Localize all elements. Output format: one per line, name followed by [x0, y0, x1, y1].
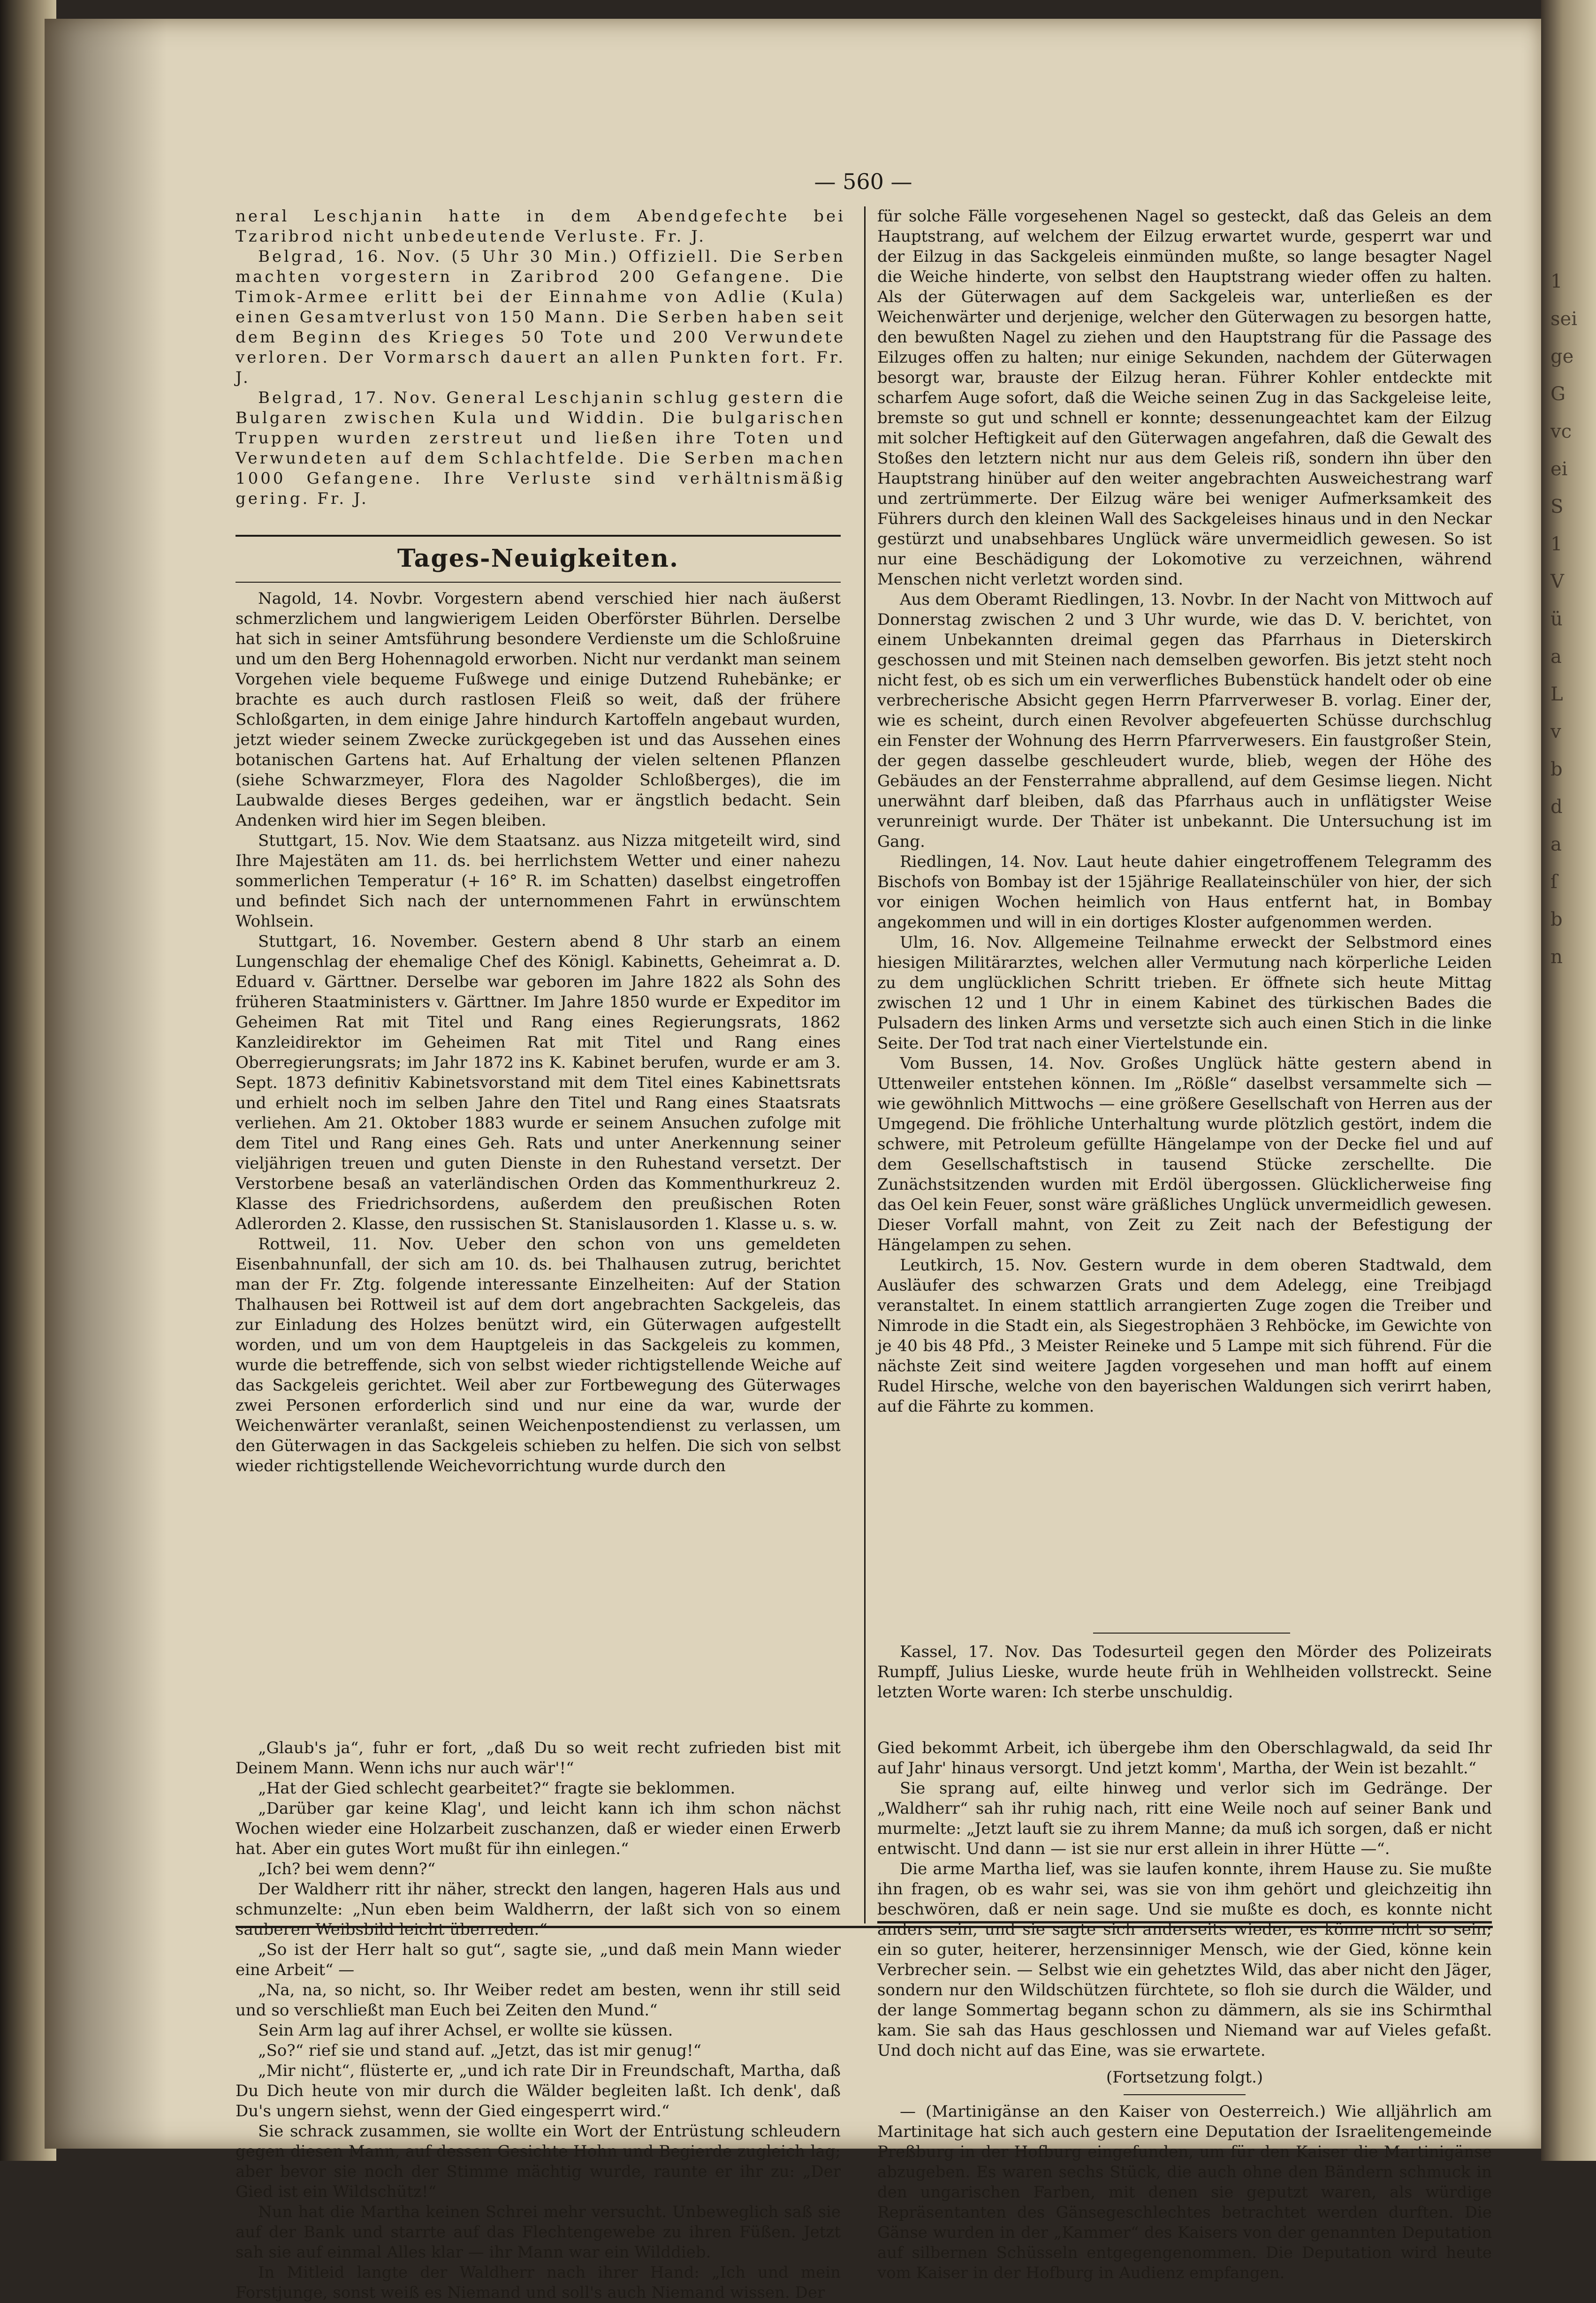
news-item-nagold: Nagold, 14. Novbr. Vorgestern abend verschied hier nach äußerst schmerzlichem und langwierigem Leiden Oberförster Bührlen. Derselbe hat sich in seiner Amtsführung besondere Verdienste um die Schloßruine und um den Berg Hohennagold erworben. Nicht nur verdankt man seinem Vorgehen viele bequeme Fußwege und einige Dutzend Ruhebänke; er brachte es auch durch rastlosen Fleiß so weit, daß der frühere Schloßgarten, in dem einige Jahre hindurch Kartoffeln angebaut wurden, jetzt wieder seinem Zwecke zurückgegeben ist und das Aussehen eines botanischen Gartens hat. Auf Erhaltung der vielen seltenen Pflanzen (siehe Schwarzmeyer, Flora des Nagolder Schloßberges), die im Laubwalde dieses Berges gedeihen, war er ängstlich bedacht. Sein Andenken wird hier im Segen bleiben. [236, 589, 841, 830]
fragment: n [1550, 946, 1563, 968]
fragment: vc [1550, 421, 1572, 442]
news-item-leutkirch: Leutkirch, 15. Nov. Gestern wurde in dem oberen Stadtwald, dem Ausläufer des schwarzen Grats und dem Adelegg, eine Treibjagd veranstaltet. In einem stattlich arrangierten Zuge zogen die Treiber und Nimrode in die Stadt ein, als Siegestrophäen 3 Rehböcke, im Gewichte von je 40 bis 48 Pfd., 3 Meister Reineke und 5 Lampe mit sich führend. Für die nächste Zeit sind weitere Jagden vorgesehen und man hofft auf einem Rudel Hirsche, welche von den bayerischen Waldungen sich verirrt haben, auf die Fährte zu kommen. [877, 1256, 1492, 1416]
story-left-body [236, 1738, 841, 2303]
fragment: L [1550, 684, 1563, 705]
fragment: ü [1550, 608, 1563, 630]
news-left-column [236, 589, 841, 1940]
story-right-column [877, 1738, 1492, 2282]
fragment: S [1550, 496, 1564, 517]
news-item-rottweil: Rottweil, 11. Nov. Ueber den schon von uns gemeldeten Eisenbahnunfall, der sich am 10. ds. bei Thalhausen zutrug, berichtet man der Fr. Ztg. folgende interessante Einzelheiten: Auf der Station Thalhausen bei Rottweil ist auf dem dort angebrachten Sackgeleis, das zur Einladung des Holzes benützt wird, ein Güterwagen aufgestellt worden, und um von dem Hauptgeleis in das Sackgeleis zu kommen, wurde die betreffende, sich von selbst wieder richtigstellende Weiche auf das Sackgeleis gerichtet. Weil aber zur Fortbewegung des Güterwages zwei Personen erforderlich sind und nur eine da war, wurde der Weichenwärter veranlaßt, seinen Weichenpostendienst zu verlassen, um den Güterwagen in das Sackgeleis schieben zu helfen. Die sich von selbst wieder richtigstellende Weichevorrichtung wurde durch den [236, 1235, 841, 1475]
news-item-stuttgart-15: Stuttgart, 15. Nov. Wie dem Staatsanz. aus Nizza mitgeteilt wird, sind Ihre Majestäten am 11. ds. bei herrlichstem Wetter und einer nahezu sommerlichen Temperatur (+ 16° R. im Schatten) daselbst eingetroffen und befindet Sich nach der unternommenen Fahrt in erwünschtem Wohlsein. [236, 831, 841, 931]
news-item-riedlingen: Riedlingen, 14. Nov. Laut heute dahier eingetroffenem Telegramm des Bischofs von Bombay ist der 15jährige Reallateinschüler von hier, der sich vor einigen Wochen heimlich von Haus entfernt hat, in Bombay angekommen und will in ein dortiges Kloster aufgenommen werden. [877, 852, 1492, 932]
news-item-riedlingen-oberamt: Aus dem Oberamt Riedlingen, 13. Novbr. In der Nacht von Mittwoch auf Donnerstag zwischen 2 und 3 Uhr wurde, wie das D. V. berichtet, von einem Unbekannten dreimal gegen das Pfarrhaus in Dieterskirch geschossen und mit Steinen nach demselben geworfen. Bis jetzt steht noch nicht fest, ob es sich um ein verwerfliches Bubenstück handelt oder ob eine verbrecherische Absicht gegen Herrn Pfarrverweser B. vorlag. Einer der, wie es scheint, durch einen Revolver abgefeuerten Schüsse durchschlug ein Fenster der Wohnung des Herrn Pfarrverwesers. Ein faustgroßer Stein, der gegen dasselbe geschleudert wurde, blieb, wegen der Höhe des Gebäudes an der Fensterrahme abprallend, auf dem Gesimse liegen. Nicht unerwähnt darf bleiben, daß das Pfarrhaus auch in unflätigster Weise verunreinigt wurde. Der Thäter ist unbekannt. Die Untersuchung ist im Gang. [877, 590, 1492, 851]
story-paragraph: Der Waldherr ritt ihr näher, streckt den langen, hageren Hals aus und schmunzelte: „Nun eben beim Waldherrn, der laßt sich von so einem sauberen Weibsbild leicht überreden.“ [236, 1880, 841, 1939]
rule-after-war-news [236, 535, 841, 537]
news-right-column [877, 206, 1492, 1736]
news-item-ulm: Ulm, 16. Nov. Allgemeine Teilnahme erweckt der Selbstmord eines hiesigen Militärarztes, welchen aller Vermutung nach körperliche Leiden zu dem unglücklichen Schritt trieben. Er öffnete sich heute Mittag zwischen 12 und 1 Uhr in einem Kabinet des türkischen Bades die Pulsadern des linken Arms und versetzte sich auch einen Stich in die linke Seite. Der Tod trat nach einer Viertelstunde ein. [877, 933, 1492, 1053]
fragment: b [1550, 759, 1563, 780]
fragment: G [1550, 383, 1566, 405]
short-rule-before-kassel [1093, 1633, 1290, 1634]
story-paragraph: „So?“ rief sie und stand auf. „Jetzt, das ist mir genug!“ [258, 2041, 702, 2060]
fragment: 1 [1550, 271, 1563, 292]
war-news-paragraph: neral Leschjanin hatte in dem Abendgefechte bei Tzaribrod nicht unbedeutende Verluste. Fr. J. [236, 207, 845, 246]
section-heading: Tages-Neuigkeiten. [397, 544, 679, 573]
rule-under-heading [236, 582, 841, 583]
story-paragraph: Sie sprang auf, eilte hinweg und verlor sich im Gedränge. Der „Waldherr“ sah ihr ruhig nach, ritt eine Weile noch auf seiner Bank und murmelte: „Jetzt lauft sie zu ihrem Manne; da muß ich sorgen, daß er nicht entwischt. Und dann — ist sie nur erst allein in ihrer Hütte —“. [877, 1779, 1492, 1858]
fragment: v [1550, 721, 1561, 743]
story-paragraph: „Ich? bei wem denn?“ [258, 1860, 436, 1878]
story-paragraph: „Mir nicht“, flüsterte er, „und ich rate Dir in Freundschaft, Martha, daß Du Dich heute von mir durch die Wälder begleiten laßt. Ich denk', daß Du's ungern siehst, wenn der Gied eingesperrt wird.“ [236, 2061, 841, 2121]
story-paragraph: Sie schrack zusammen, sie wollte ein Wort der Entrüstung schleudern gegen diesen Mann, auf dessen Gesichte Hohn und Begierde zugleich lag; aber bevor sie noch der Stimme mächtig wurde, raunte er ihr zu: „Der Gied ist ein Wildschütz!“ [236, 2122, 841, 2201]
fragment: V [1550, 571, 1564, 593]
war-news [236, 206, 845, 530]
fragment: d [1550, 796, 1563, 818]
war-news-paragraph: Belgrad, 17. Nov. General Leschjanin schlug gestern die Bulgaren zwischen Kula und Widdin. Die bulgarischen Truppen wurden zerstreut und ließen ihre Toten und Verwundeten auf dem Schlachtfelde. Die Serben machen 1000 Gefangene. Ihre Verluste sind verhältnismäßig gering. Fr. J. [236, 388, 845, 508]
story-paragraph: „Glaub's ja“, fuhr er fort, „daß Du so weit recht zufrieden bist mit Deinem Mann. Wenn ichs nur auch wär'!“ [236, 1739, 841, 1778]
kassel-text: Kassel, 17. Nov. Das Todesurteil gegen den Mörder des Polizeirats Rumpff, Julius Lieske, wurde heute früh in Wehlheiden vollstreckt. Seine letzten Worte waren: Ich sterbe unschuldig. [877, 1642, 1492, 1702]
fragment: ei [1550, 458, 1568, 480]
story-paragraph: Sein Arm lag auf ihrer Achsel, er wollte sie küssen. [258, 2021, 673, 2040]
fragment: ge [1550, 346, 1574, 367]
war-news-paragraph: Belgrad, 16. Nov. (5 Uhr 30 Min.) Offiziell. Die Serben machten vorgestern in Zaribrod 200 Gefangene. Die Timok-Armee erlitt bei der Einnahme von Adlie (Kula) einen Gesamtverlust von 150 Mann. Die Serben haben seit dem Beginn des Krieges 50 Tote und 200 Verwundete verloren. Der Vormarsch dauert an allen Punkten fort. Fr. J. [236, 247, 845, 387]
story-paragraph: „So ist der Herr halt so gut“, sagte sie, „und daß mein Mann wieder eine Arbeit“ — [236, 1940, 841, 1979]
news-item-bussen: Vom Bussen, 14. Nov. Großes Unglück hätte gestern abend in Uttenweiler entstehen können. Im „Rößle“ daselbst versammelte sich — wie gewöhnlich Mittwochs — eine größere Gesellschaft von Herren aus der Umgegend. Die fröhliche Unterhaltung wurde plötzlich gestört, indem die schwere, mit Petroleum gefüllte Hängelampe von der Decke fiel und auf dem Gesellschaftstisch in tausend Stücke zerschellte. Die Zunächstsitzenden wurden mit Erdöl übergossen. Glücklicherweise fing das Oel kein Feuer, sonst wäre gräßliches Unglück unvermeidlich gewesen. Dieser Vorfall mahnt, von Zeit zu Zeit nach der Befestigung der Hängelampen zu sehen. [877, 1054, 1492, 1254]
fragment: sei [1550, 308, 1577, 330]
story-paragraph: In Mitleid langte der Waldherr nach ihrer Hand: „Ich und mein Forstjunge, sonst weiß es Niemand und soll's auch Niemand wissen. Der [236, 2263, 841, 2302]
next-page-fragments [1550, 263, 1593, 976]
to-be-continued: (Fortsetzung folgt.) [1106, 2068, 1263, 2087]
story-paragraph: Die arme Martha lief, was sie laufen konnte, ihrem Hause zu. Sie mußte ihn fragen, ob es wahr sei, was sie von ihm gehört und gleichzeitig ihn beschwören, daß er nein sage. Und sie mußte es doch, es konnte nicht anders sein, und sie sagte sich anderseits wieder, es könne nicht so sein; ein so guter, heiterer, herzensinniger Mensch, wie der Gied, könne kein Verbrecher sein. — Selbst wie ein gehetztes Wild, das aber nicht den Jäger, sondern nur den Wildschützen fürchtete, so floh sie durch die Wälder, und der lange Sommertag begann schon zu dämmern, als sie ins Schirmthal kam. Sie sah das Haus geschlossen und Niemand war auf Vieles gefaßt. Und doch nicht auf das Eine, was sie erwartete. [877, 1860, 1492, 2060]
fragment: ſ [1550, 871, 1558, 893]
fragment: a [1550, 646, 1562, 668]
fragment: a [1550, 834, 1562, 855]
column-divider [864, 206, 866, 1923]
news-item-stuttgart-16: Stuttgart, 16. November. Gestern abend 8 Uhr starb an einem Lungenschlag der ehemalige Chef des Königl. Kabinetts, Geheimrat a. D. Eduard v. Gärttner. Derselbe war geboren im Jahre 1822 als Sohn des früheren Staatministers v. Gärttner. Im Jahre 1850 wurde er Expeditor im Geheimen Rat mit Titel und Rang eines Regierungsrats, 1862 Kanzleidirektor im Geheimen Rat mit Titel und Rang eines Oberregierungsrats; im Jahr 1872 ins K. Kabinet berufen, wurde er am 3. Sept. 1873 definitiv Kabinetsvorstand mit dem Titel eines Kabinettsrats und erhielt noch im selben Jahre den Titel und Rang eines Staatsrats verliehen. Am 21. Oktober 1883 wurde er seinem Ansuchen zufolge mit dem Titel und Rang eines Geh. Rats und unter Anerkennung seiner vieljährigen treuen und guten Dienste in den Ruhestand versetzt. Der Verstorbene besaß an vaterländischen Orden das Kommenthurkreuz 2. Klasse des Friedrichsordens, außerdem den preußischen Roten Adlerorden 2. Klasse, den russischen St. Stanislausorden 1. Klasse u. s. w. [236, 932, 841, 1233]
news-item-rottweil-cont: für solche Fälle vorgesehenen Nagel so gesteckt, daß das Geleis an dem Hauptstrang, auf welchem der Eilzug erwartet wurde, gesperrt war und der Eilzug in das Sackgeleis einmünden mußte, so lange besagter Nagel die Weiche hinderte, von selbst den Hauptstrang wieder offen zu halten. Als der Güterwagen auf dem Sackgeleis war, unterließen es der Weichenwärter und derjenige, welcher den Güterwagen zu besorgen hatte, den bewußten Nagel zu ziehen und den Hauptstrang für die Passage des Eilzuges offen zu halten; nur einige Sekunden, nachdem der Güterwagen besorgt war, brauste der Eilzug heran. Führer Kohler entdeckte mit scharfem Auge sofort, daß die Weiche seinen Zug in das Sackgeleise leite, bremste so gut und schnell er konnte; dessenungeachtet kam der Eilzug mit solcher Heftigkeit auf den Güterwagen angefahren, daß die Gewalt des Stoßes den letztern nicht nur aus dem Geleis riß, sondern ihn über den Hauptstrang hinüber auf den weiter angebrachten Ausweichestrang warf und zertrümmerte. Der Eilzug wäre bei weniger Aufmerksamkeit des Führers durch den kleinen Wall des Sackgeleises hinaus und in den Neckar gestürzt und unabsehbares Unglück wäre unvermeidlich gewesen. So ist nur eine Beschädigung der Lokomotive zu verzeichnen, während Menschen nicht verletzt worden sind. [877, 207, 1492, 589]
story-left-column [236, 1738, 841, 2302]
page-number: — 560 — [814, 169, 912, 194]
fragment: 1 [1550, 533, 1563, 555]
story-paragraph: „Darüber gar keine Klag', und leicht kann ich ihm schon nächst Wochen wieder eine Holzarbeit zuschanzen, daß er wieder einen Erwerb hat. Aber ein gutes Wort mußt für ihn einlegen.“ [236, 1799, 841, 1858]
next-page-edge [1541, 0, 1596, 2161]
story-paragraph: Nun hat die Martha keinen Schrei mehr versucht. Unbeweglich saß sie auf der Bank und starrte auf das Flechtengewebe zu ihren Füßen. Jetzt sah sie auf einmal Alles klar — ihr Mann war ein Wilddieb. [236, 2203, 841, 2262]
fragment: b [1550, 909, 1563, 930]
news-item-martinigaense: — (Martinigänse an den Kaiser von Oesterreich.) Wie alljährlich am Martinitage hat sich auch gestern eine Deputation der Israelitengemeinde Preßburg in der Hofburg eingefunden, um für den Kaiser die Martinigänse abzugeben. Es waren sechs Stück, die auch ohne den Bändern schmuck in den ungarischen Farben, mit denen sie geputzt waren, als würdige Repräsentanten des Gänsegeschlechtes betrachtet werden durften. Die Gänse wurden in der „Kammer“ des Kaisers von der genannten Deputation auf silbernen Schüsseln entgegengenommen. Die Deputation wird heute vom Kaiser in der Hofburg in Audienz empfangen. [877, 2102, 1492, 2282]
news-item-kassel [877, 1642, 1492, 1703]
story-paragraph: Gied bekommt Arbeit, ich übergebe ihm den Oberschlagwald, da seid Ihr auf Jahr' hinaus versorgt. Und jetzt komm', Martha, der Wein ist bezahlt.“ [877, 1739, 1492, 1778]
story-paragraph: „Na, na, so nicht, so. Ihr Weiber redet am besten, wenn ihr still seid und so verschließt man Euch bei Zeiten den Mund.“ [236, 1981, 841, 2020]
short-rule [1124, 2094, 1246, 2095]
story-paragraph: „Hat der Gied schlecht gearbeitet?“ fragte sie beklommen. [258, 1779, 736, 1798]
